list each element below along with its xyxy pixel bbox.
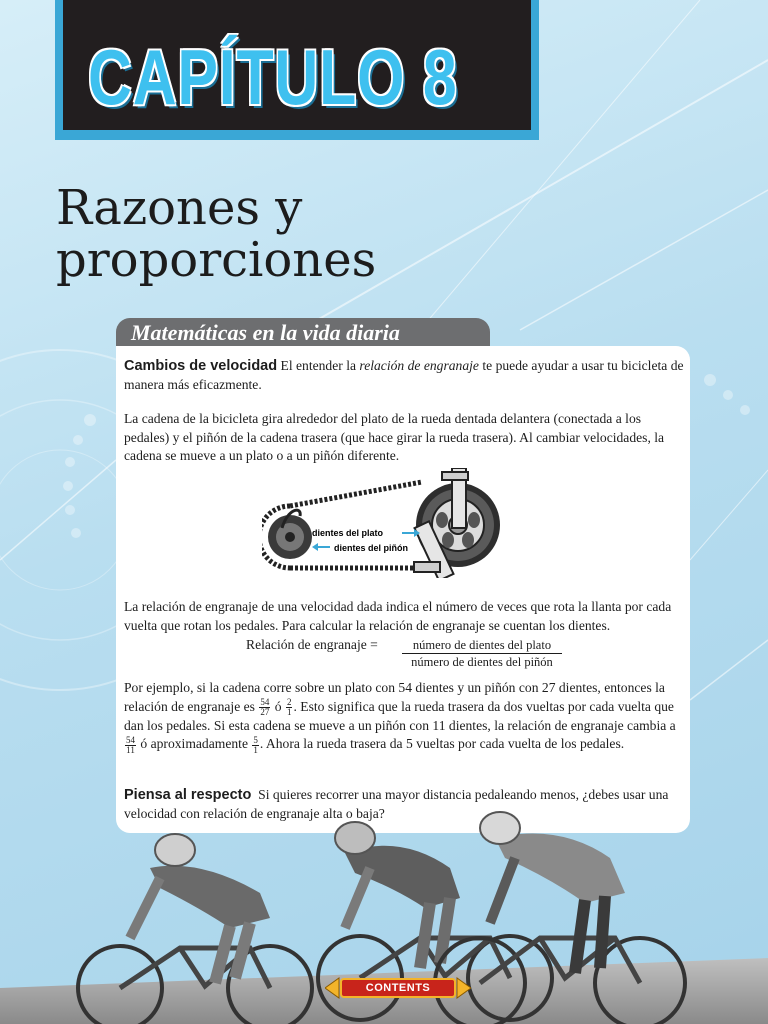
- intro-text-before: El entender la: [280, 358, 356, 373]
- fraction-5-1: [252, 736, 259, 755]
- think-heading: Piensa al respecto: [124, 787, 252, 803]
- section-banner-title: Matemáticas en la vida diaria: [131, 320, 400, 345]
- example-paragraph: [124, 679, 684, 755]
- chapter-subtitle: [56, 182, 476, 286]
- example-text-2: ó: [274, 698, 282, 714]
- fraction-54-11: [125, 736, 136, 755]
- fraction-den: 1: [253, 744, 258, 755]
- chapter-subtitle-line2: proporciones: [56, 232, 377, 288]
- previous-arrow-icon[interactable]: [325, 978, 339, 998]
- intro-paragraph: [124, 357, 684, 394]
- arrow-left-head-icon: [312, 543, 318, 551]
- fraction-num: 54: [260, 696, 270, 707]
- contents-button[interactable]: CONTENTS: [365, 982, 431, 994]
- intro-term: relación de engranaje: [359, 358, 479, 373]
- formula-numerator: número de dientes del plato: [402, 637, 562, 654]
- example-text-4: ó aproximadamente: [140, 736, 248, 752]
- fraction-2-1: [286, 698, 293, 717]
- chain-paragraph: La cadena de la bicicleta gira alrededor del plato de la rueda dentada delantera (conectada a los pedales) y el piñón de la cadena trasera (que hace girar la rueda trasera). Al cambiar velocidades, la cadena se mueve a un plato o a un piñón diferente.: [124, 411, 665, 463]
- label-dientes-pinon: dientes del piñón: [334, 543, 409, 553]
- formula-fraction: [402, 637, 562, 670]
- gear-diagram: [262, 468, 504, 578]
- next-arrow-icon[interactable]: [457, 978, 471, 998]
- intro-heading: Cambios de velocidad: [124, 358, 278, 374]
- formula-left: Relación de engranaje =: [246, 637, 378, 652]
- example-text-3: . Esto significa que la rueda trasera da dos vueltas por cada vuelta que dan los pedales. Si esta cadena se mueve a un piñón con 11 dientes, la relación de engranaje cambia a: [124, 698, 676, 733]
- intro-text-after: te puede ayudar a usar tu bicicleta de manera más eficazmente.: [124, 358, 684, 392]
- gear-ratio-paragraph: La relación de engranaje de una velocidad dada indica el número de veces que rota la llanta por cada vuelta que rotan los pedales. Para calcular la relación de engranaje se cuentan los dientes.: [124, 599, 672, 633]
- chapter-title: CAPÍTULO 8: [88, 33, 458, 121]
- rear-sprocket-icon: [268, 510, 312, 559]
- fraction-num: 54: [126, 734, 135, 745]
- fraction-num: 2: [286, 696, 292, 707]
- example-text-5: . Ahora la rueda trasera da 5 vueltas por cada vuelta de los pedales.: [259, 736, 625, 752]
- fraction-num: 5: [253, 734, 258, 745]
- fraction-den: 27: [260, 706, 270, 717]
- fraction-den: 11: [126, 744, 135, 755]
- formula-denominator: número de dientes del piñón: [411, 655, 553, 669]
- fraction-den: 1: [286, 706, 292, 717]
- label-dientes-plato: dientes del plato: [312, 528, 384, 538]
- think-text: Si quieres recorrer una mayor distancia pedaleando menos, ¿debes usar una velocidad con relación de engranaje alta o baja?: [124, 787, 669, 821]
- chapter-subtitle-line1: Razones y: [56, 180, 303, 236]
- example-text-1: Por ejemplo, si la cadena corre sobre un plato con 54 dientes y un piñón con 27 dientes, entonces la relación de engranaje es: [124, 680, 665, 714]
- fraction-54-27: [259, 698, 270, 717]
